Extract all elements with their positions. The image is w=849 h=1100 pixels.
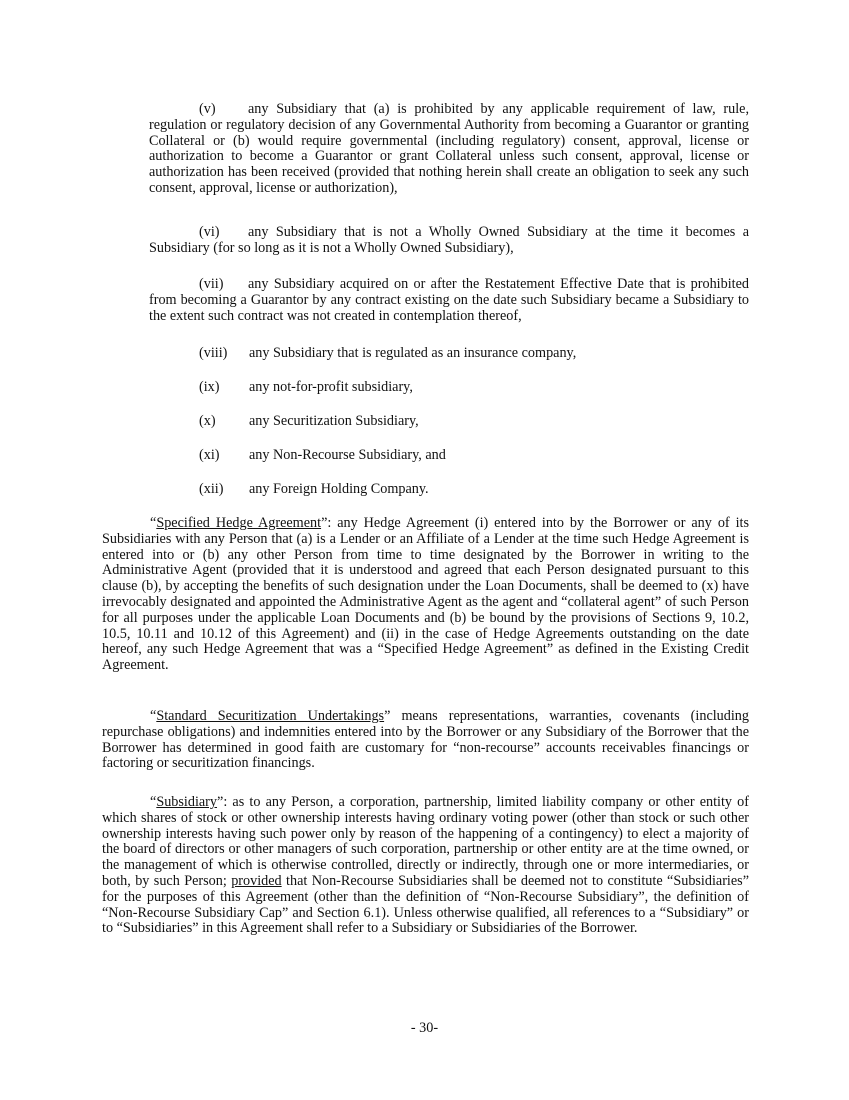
list-item-number: (ix) <box>199 379 220 395</box>
list-item-number: (viii) <box>199 345 228 361</box>
list-item-number: (xi) <box>199 447 220 463</box>
list-item-x <box>199 414 749 430</box>
definition-text-tail: that Non-Recourse Subsidiaries shall be deemed not to constitute “Subsidiaries” for the purposes of this Agreement (other than the definition of “Non-Recourse Subsidiary”, the definition of “Non-Recourse Subsidiary Cap” and Section 6.1). Unless otherwise qualified, all references to a “Subsidiary” or to “Subsidiaries” in this Agreement shall refer to a Subsidiary or Subsidiaries of the Borrower. <box>102 872 749 937</box>
list-item-text: any not-for-profit subsidiary, <box>249 379 413 395</box>
open-quote: “ <box>150 515 157 531</box>
definition-text: ” means representations, warranties, covenants (including repurchase obligations) and indemnities entered into by the Borrower or any Subsidiary of the Borrower that the Borrower has determined in good faith are customary for “non-recourse” accounts receivables financings or factoring or securitization financings. <box>102 708 749 772</box>
clause-number: (vii) <box>199 276 224 292</box>
clause-number: (vi) <box>199 224 220 240</box>
clause-text: any Subsidiary that (a) is prohibited by any applicable requirement of law, rule, regulation or regulatory decision of any Governmental Authority from becoming a Guarantor or granting Collateral or (b) would require governmental (including regulatory) consent, approval, license or authorization to become a Guarantor or grant Collateral unless such consent, approval, license or authorization has been received (provided that nothing herein shall create an obligation to seek any such consent, approval, license or authorization), <box>149 101 749 196</box>
proviso-term: provided <box>231 872 282 889</box>
definition-text: ”: as to any Person, a corporation, partnership, limited liability company or other entity of which shares of stock or other ownership interests having ordinary voting power (other than stock or such other ownership interests having such power only by reason of the happening of a contingency) to elect a majority of the board of directors or other managers of such corporation, partnership or other entity are at the time owned, or the management of which is otherwise controlled, directly or indirectly, through one or more intermediaries, or both, by such Person; <box>102 794 749 889</box>
clause-text: any Subsidiary acquired on or after the Restatement Effective Date that is prohibited from becoming a Guarantor by any contract existing on the date such Subsidiary became a Subsidiary to the extent such contract was not created in contemplation thereof, <box>149 276 749 324</box>
list-item-xii <box>199 482 749 498</box>
page-number: - 30- <box>410 1020 439 1036</box>
defined-term: Standard Securitization Undertakings <box>156 708 385 724</box>
list-item-ix <box>199 380 749 396</box>
clause-number: (v) <box>199 101 216 117</box>
list-item-viii <box>199 346 749 362</box>
clause-v <box>149 102 749 197</box>
list-item-text: any Non-Recourse Subsidiary, and <box>249 447 446 463</box>
list-item-text: any Foreign Holding Company. <box>249 481 429 497</box>
open-quote: “ <box>150 794 157 810</box>
list-item-number: (xii) <box>199 481 224 497</box>
open-quote: “ <box>150 708 157 724</box>
defined-term: Specified Hedge Agreement <box>156 515 322 531</box>
definition-specified-hedge-agreement <box>102 516 749 674</box>
clause-vi <box>149 225 749 257</box>
list-item-text: any Securitization Subsidiary, <box>249 413 419 429</box>
definition-subsidiary <box>102 795 749 937</box>
list-item-text: any Subsidiary that is regulated as an insurance company, <box>249 345 577 361</box>
clause-vii <box>149 277 749 324</box>
list-item-xi <box>199 448 749 464</box>
clause-text: any Subsidiary that is not a Wholly Owned Subsidiary at the time it becomes a Subsidiary (for so long as it is not a Wholly Owned Subsidiary), <box>149 224 749 256</box>
defined-term: Subsidiary <box>156 794 218 810</box>
list-item-number: (x) <box>199 413 216 429</box>
definition-standard-securitization-undertakings <box>102 709 749 772</box>
definition-text: ”: any Hedge Agreement (i) entered into by the Borrower or any of its Subsidiaries with any Person that (a) is a Lender or an Affiliate of a Lender at the time such Hedge Agreement is entered into or (b) any other Person from time to time designated by the Borrower in writing to the Administrative Agent (provided that it is understood and agreed that each Person designated pursuant to this clause (b), by accepting the benefits of such designation under the Loan Documents, shall be deemed to (x) have irrevocably designated and appointed the Administrative Agent as the agent and “collateral agent” of such Person for all purposes under the applicable Loan Documents and (b) be bound by the provisions of Sections 9, 10.2, 10.5, 10.11 and 10.12 of this Agreement) and (ii) in the case of Hedge Agreements outstanding on the date hereof, any such Hedge Agreement that was a “Specified Hedge Agreement” as defined in the Existing Credit Agreement. <box>102 515 749 674</box>
